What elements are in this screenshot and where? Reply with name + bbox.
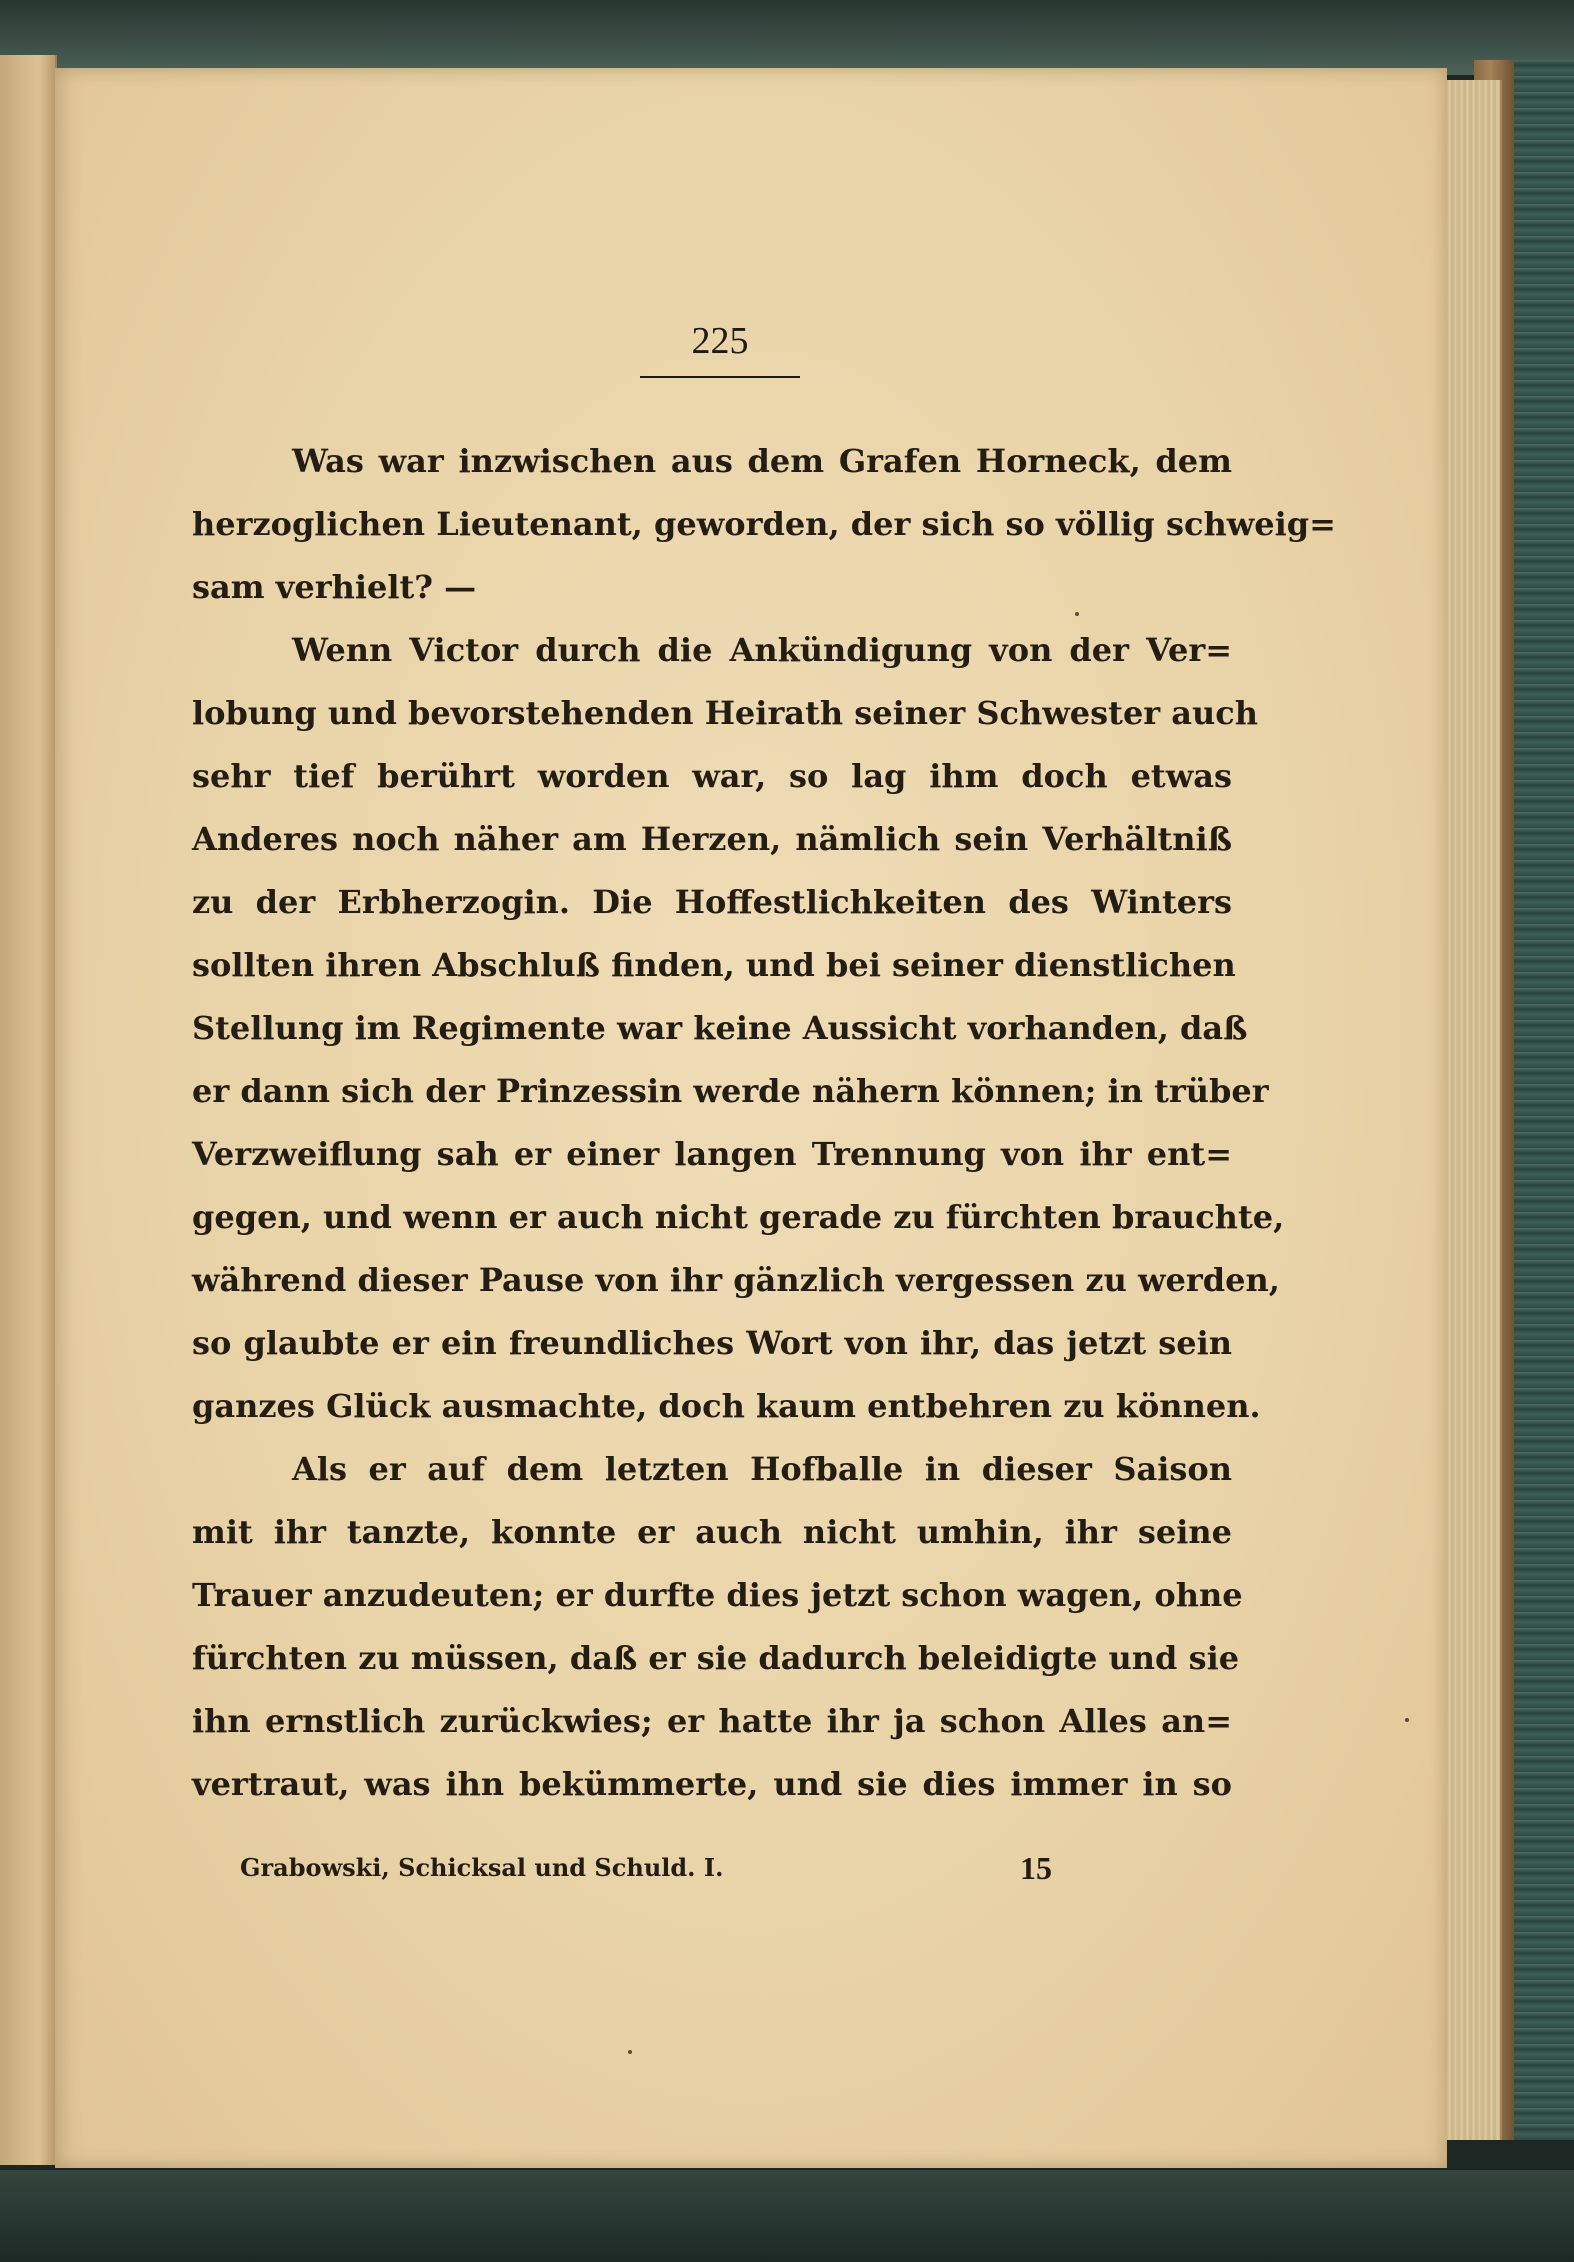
text-line: Wenn Victor durch die Ankündigung von der Ver= xyxy=(292,631,1232,669)
paper-speck xyxy=(1405,1718,1409,1722)
footer-sheet-number: 15 xyxy=(1020,1850,1052,1886)
text-line: zu der Erbherzogin. Die Hoffestlichkeiten des Winters xyxy=(192,883,1232,921)
text-line: Anderes noch näher am Herzen, nämlich sein Verhältniß xyxy=(192,820,1232,858)
book-cover-top xyxy=(0,0,1574,75)
text-line: ganzes Glück ausmachte, doch kaum entbehren zu können. xyxy=(192,1387,1261,1425)
text-line: Verzweiflung sah er einer langen Trennung von ihr ent= xyxy=(192,1135,1232,1173)
text-line: sollten ihren Abschluß finden, und bei seiner dienstlichen xyxy=(192,946,1236,984)
text-line: ihn ernstlich zurückwies; er hatte ihr ja schon Alles an= xyxy=(192,1702,1232,1740)
text-line: Stellung im Regimente war keine Aussicht vorhanden, daß xyxy=(192,1009,1248,1047)
text-line: sehr tief berührt worden war, so lag ihm doch etwas xyxy=(192,757,1232,795)
text-line: gegen, und wenn er auch nicht gerade zu fürchten brauchte, xyxy=(192,1198,1285,1236)
text-line: fürchten zu müssen, daß er sie dadurch beleidigte und sie xyxy=(192,1639,1240,1677)
footer-signature: Grabowski, Schicksal und Schuld. I. xyxy=(240,1853,724,1882)
text-line: er dann sich der Prinzessin werde nähern können; in trüber xyxy=(192,1072,1269,1110)
page-number: 225 xyxy=(691,320,749,362)
text-line: vertraut, was ihn bekümmerte, und sie dies immer in so xyxy=(192,1765,1232,1803)
text-line: Was war inzwischen aus dem Grafen Horneck, dem xyxy=(292,442,1232,480)
text-line: Trauer anzudeuten; er durfte dies jetzt schon wagen, ohne xyxy=(192,1576,1243,1614)
facing-page-edge xyxy=(0,55,57,2165)
text-line: so glaubte er ein freundliches Wort von ihr, das jetzt sein xyxy=(192,1324,1232,1362)
book-cover-bottom xyxy=(0,2170,1574,2262)
text-line: sam verhielt? — xyxy=(192,568,477,606)
paper-speck xyxy=(628,2050,632,2054)
body-text xyxy=(192,430,1336,1816)
paper-speck xyxy=(1075,612,1079,616)
text-line: Als er auf dem letzten Hofballe in dieser Saison xyxy=(292,1450,1232,1488)
page-number-rule xyxy=(640,376,800,378)
text-line: mit ihr tanzte, konnte er auch nicht umhin, ihr seine xyxy=(192,1513,1232,1551)
text-line: lobung und bevorstehenden Heirath seiner Schwester auch xyxy=(192,694,1259,732)
text-line: während dieser Pause von ihr gänzlich vergessen zu werden, xyxy=(192,1261,1280,1299)
text-line: herzoglichen Lieutenant, geworden, der sich so völlig schweig= xyxy=(192,505,1336,543)
